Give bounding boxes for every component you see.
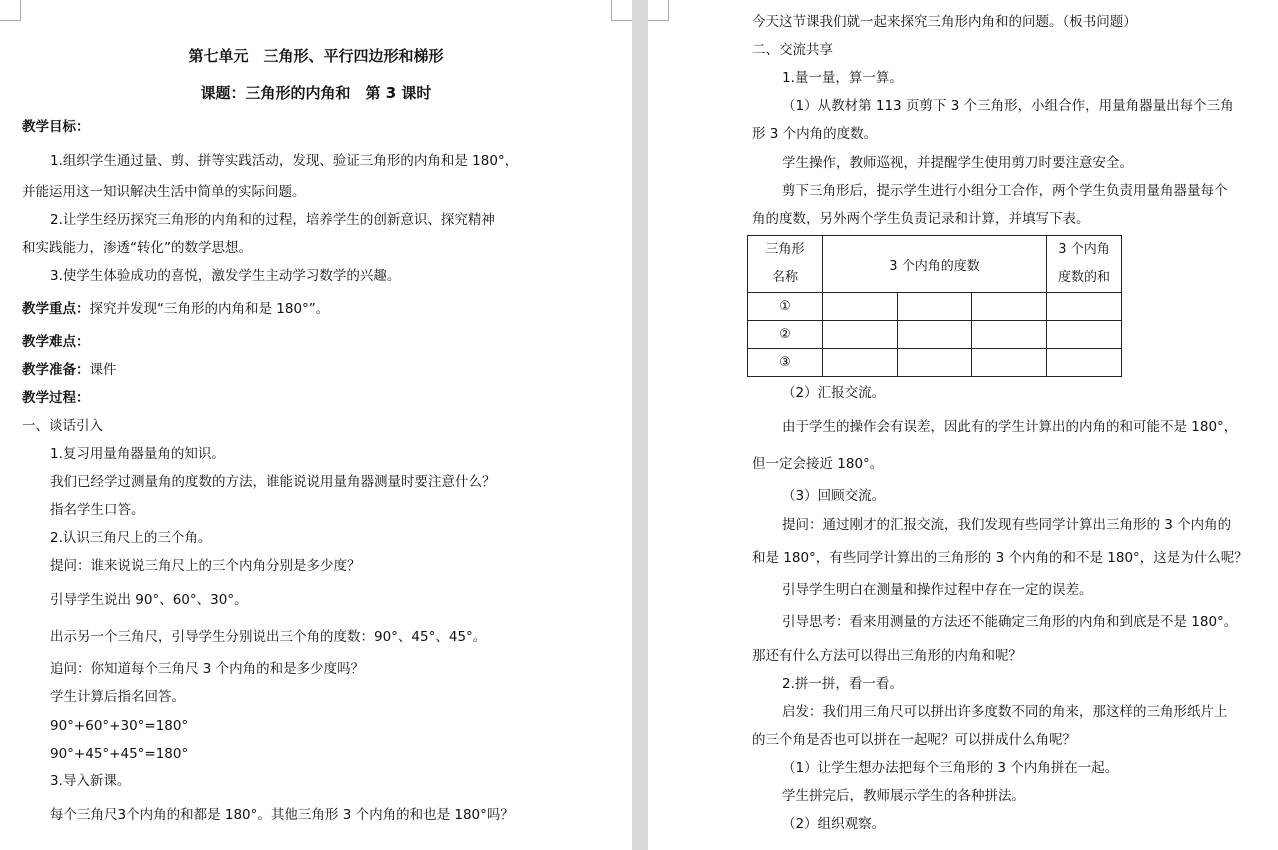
process-heading: 教学过程：	[22, 390, 90, 406]
paragraph: 指名学生口答。	[50, 502, 145, 518]
table-cell	[972, 293, 1047, 321]
table-cell	[972, 321, 1047, 349]
difficulty-heading: 教学难点：	[22, 334, 90, 350]
paragraph: 由于学生的操作会有误差，因此有的学生计算出的内角的和可能不是 180°，	[782, 419, 1238, 435]
page-gap	[632, 0, 648, 850]
table-row	[748, 349, 1122, 377]
table-header-degrees: 3 个内角的度数	[823, 236, 1047, 293]
document-page-right	[648, 0, 1278, 850]
paragraph: 角的度数，另外两个学生负责记录和计算，并填写下表。	[752, 211, 1090, 227]
table-cell	[1047, 293, 1122, 321]
paragraph: 1.复习用量角器量角的知识。	[50, 446, 225, 462]
paragraph: 引导学生说出 90°、60°、30°。	[50, 592, 248, 608]
paragraph: 2.拼一拼，看一看。	[782, 676, 903, 692]
table-header-sum	[1047, 236, 1122, 293]
paragraph: 提问：谁来说说三角尺上的三个内角分别是多少度？	[50, 558, 361, 574]
paragraph: 引导学生明白在测量和操作过程中存在一定的误差。	[782, 582, 1093, 598]
paragraph: 2.认识三角尺上的三个角。	[50, 530, 212, 546]
paragraph: （2）组织观察。	[782, 816, 886, 832]
table-header-text: 度数的和	[1057, 270, 1110, 285]
table-header-text: 名称	[771, 270, 798, 285]
paragraph: 启发：我们用三角尺可以拼出许多度数不同的角来，那这样的三角形纸片上	[782, 704, 1228, 720]
unit-title: 第七单元 三角形、平行四边形和梯形	[188, 47, 444, 65]
paragraph: 形 3 个内角的度数。	[752, 126, 878, 142]
table-cell	[1047, 321, 1122, 349]
paragraph: 追问：你知道每个三角尺 3 个内角的和是多少度吗？	[50, 661, 365, 677]
table-cell	[1047, 349, 1122, 377]
paragraph: 和是 180°，有些同学计算出的三角形的 3 个内角的和不是 180°，这是为什么呢？	[752, 550, 1248, 566]
table-row	[748, 293, 1122, 321]
table-cell	[823, 321, 898, 349]
paragraph: 的三个角是否也可以拼在一起呢？可以拼成什么角呢？	[752, 732, 1076, 748]
crop-mark	[0, 0, 21, 21]
goals-heading: 教学目标：	[22, 119, 90, 135]
paragraph: 剪下三角形后，提示学生进行小组分工合作，两个学生负责用量角器量每个	[782, 183, 1228, 199]
paragraph: 提问：通过刚才的汇报交流，我们发现有些同学计算出三角形的 3 个内角的	[782, 517, 1232, 533]
paragraph: 学生操作，教师巡视，并提醒学生使用剪刀时要注意安全。	[782, 155, 1133, 171]
section-2-heading: 二、交流共享	[752, 42, 833, 58]
crop-mark	[648, 0, 669, 21]
table-cell	[898, 349, 972, 377]
paragraph: 但一定会接近 180°。	[752, 456, 884, 472]
goal-1-line-1: 1.组织学生通过量、剪、拼等实践活动，发现、验证三角形的内角和是 180°，	[50, 153, 519, 169]
paragraph: 学生计算后指名回答。	[50, 689, 185, 705]
goal-2-line-1: 2.让学生经历探究三角形的内角和的过程，培养学生的创新意识、探究精神	[50, 212, 495, 228]
lesson-title: 课题：三角形的内角和 第 3 课时	[200, 84, 432, 102]
table-cell	[823, 349, 898, 377]
preparation-label: 教学准备：	[22, 362, 90, 378]
paragraph: （1）让学生想办法把每个三角形的 3 个内角拼在一起。	[782, 760, 1119, 776]
table-cell	[823, 293, 898, 321]
paragraph: 1.量一量，算一算。	[782, 70, 903, 86]
paragraph: 学生拼完后，教师展示学生的各种拼法。	[782, 788, 1025, 804]
document-page-left	[0, 0, 632, 850]
paragraph: （1）从教材第 113 页剪下 3 个三角形，小组合作，用量角器量出每个三角	[782, 98, 1234, 114]
paragraph: 我们已经学过测量角的度数的方法，谁能说说用量角器测量时要注意什么？	[50, 474, 496, 490]
preparation-text: 课件	[89, 362, 117, 378]
paragraph: （2）汇报交流。	[782, 385, 886, 401]
table-cell	[898, 321, 972, 349]
table-header-name	[748, 236, 823, 293]
paragraph: 出示另一个三角尺，引导学生分别说出三个角的度数：90°、45°、45°。	[50, 629, 487, 645]
key-point-text: 探究并发现“三角形的内角和是 180°”。	[89, 301, 330, 317]
equation: 90°+60°+30°=180°	[50, 718, 189, 734]
paragraph: 引导思考：看来用测量的方法还不能确定三角形的内角和到底是不是 180°。	[782, 614, 1238, 630]
preparation	[22, 361, 632, 379]
table-cell-label: ①	[748, 293, 823, 321]
section-1-heading: 一、谈话引入	[22, 418, 103, 434]
key-point	[22, 300, 632, 318]
goal-3: 3.使学生体验成功的喜悦，激发学生主动学习数学的兴趣。	[50, 268, 401, 284]
table-cell	[972, 349, 1047, 377]
table-header-text: 三角形	[765, 242, 805, 257]
table-cell	[898, 293, 972, 321]
crop-mark	[611, 0, 632, 21]
table-cell-label: ②	[748, 321, 823, 349]
paragraph: 3.导入新课。	[50, 773, 131, 789]
table-row	[748, 321, 1122, 349]
goal-1-line-2: 并能运用这一知识解决生活中简单的实际问题。	[22, 184, 306, 200]
degree-table	[747, 235, 1122, 377]
paragraph: 今天这节课我们就一起来探究三角形内角和的问题。（板书问题）	[752, 14, 1137, 30]
table-cell-label: ③	[748, 349, 823, 377]
equation: 90°+45°+45°=180°	[50, 746, 189, 762]
paragraph: 那还有什么方法可以得出三角形的内角和呢？	[752, 648, 1022, 664]
paragraph: （3）回顾交流。	[782, 488, 886, 504]
table-header-text: 3 个内角	[1058, 242, 1110, 257]
key-point-label: 教学重点：	[22, 301, 90, 317]
paragraph: 每个三角尺3个内角的和都是 180°。其他三角形 3 个内角的和也是 180°吗？	[50, 807, 514, 823]
goal-2-line-2: 和实践能力，渗透“转化”的数学思想。	[22, 240, 252, 256]
